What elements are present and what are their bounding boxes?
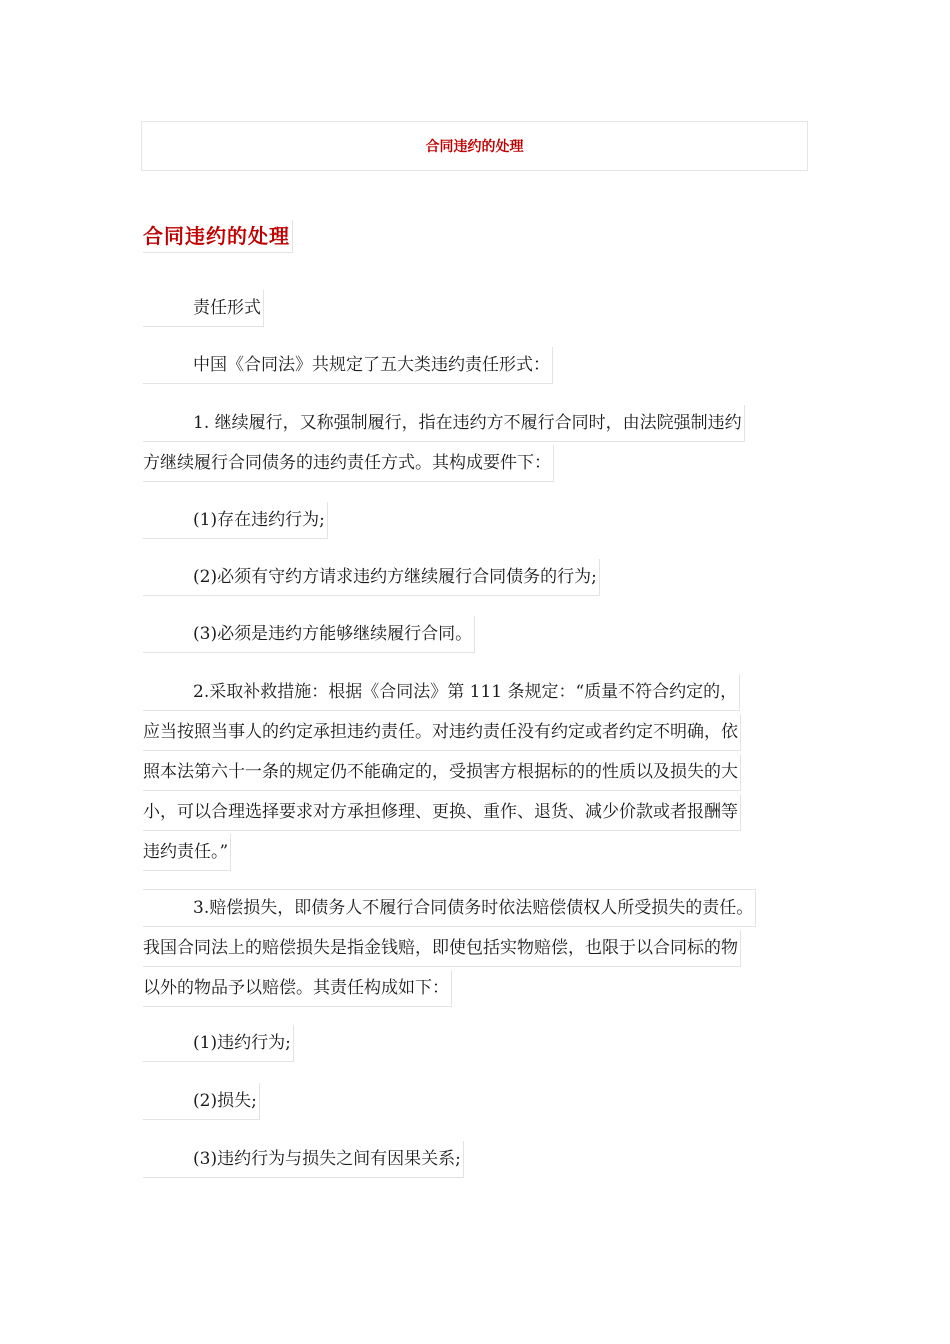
text-line: 责任形式 bbox=[143, 290, 264, 327]
text-line: 3.赔偿损失，即债务人不履行合同债务时依法赔偿债权人所受损失的责任。 bbox=[143, 889, 756, 927]
text-line: (3)违约行为与损失之间有因果关系; bbox=[143, 1141, 464, 1178]
text-line: 中国《合同法》共规定了五大类违约责任形式： bbox=[143, 347, 553, 384]
paragraph-condition-2 bbox=[143, 559, 600, 599]
paragraph-intro bbox=[143, 347, 553, 387]
paragraph-element-3 bbox=[143, 1141, 464, 1181]
paragraph-element-2 bbox=[143, 1083, 260, 1123]
paragraph-element-1 bbox=[143, 1025, 294, 1065]
paragraph-item-2 bbox=[143, 674, 741, 874]
text-line: (2)必须有守约方请求违约方继续履行合同债务的行为; bbox=[143, 559, 600, 596]
paragraph-item-3 bbox=[143, 889, 756, 1010]
text-line: 以外的物品予以赔偿。其责任构成如下： bbox=[143, 970, 452, 1007]
text-line: 违约责任。” bbox=[143, 834, 231, 871]
text-line: 应当按照当事人的约定承担违约责任。对违约责任没有约定或者约定不明确，依 bbox=[143, 714, 741, 751]
text-line: (3)必须是违约方能够继续履行合同。 bbox=[143, 616, 475, 653]
text-line: (1)存在违约行为; bbox=[143, 502, 328, 539]
paragraph-condition-3 bbox=[143, 616, 475, 656]
document-header bbox=[141, 121, 808, 171]
text-line: (1)违约行为; bbox=[143, 1025, 294, 1062]
text-line: 我国合同法上的赔偿损失是指金钱赔，即使包括实物赔偿，也限于以合同标的物 bbox=[143, 930, 741, 967]
paragraph-responsibility-form bbox=[143, 290, 264, 330]
text-line: 照本法第六十一条的规定仍不能确定的，受损害方根据标的的性质以及损失的大 bbox=[143, 754, 741, 791]
text-line: 方继续履行合同债务的违约责任方式。其构成要件下： bbox=[143, 445, 554, 482]
text-line: 2.采取补救措施：根据《合同法》第 111 条规定：“质量不符合约定的， bbox=[143, 674, 740, 711]
text-line: (2)损失; bbox=[143, 1083, 260, 1120]
header-title: 合同违约的处理 bbox=[425, 139, 524, 155]
text-line: 小，可以合理选择要求对方承担修理、更换、重作、退货、减少价款或者报酬等 bbox=[143, 794, 741, 831]
document-heading: 合同违约的处理 bbox=[143, 220, 293, 253]
paragraph-condition-1 bbox=[143, 502, 328, 542]
text-line: 1. 继续履行，又称强制履行，指在违约方不履行合同时，由法院强制违约 bbox=[143, 405, 745, 442]
paragraph-item-1 bbox=[143, 405, 745, 485]
